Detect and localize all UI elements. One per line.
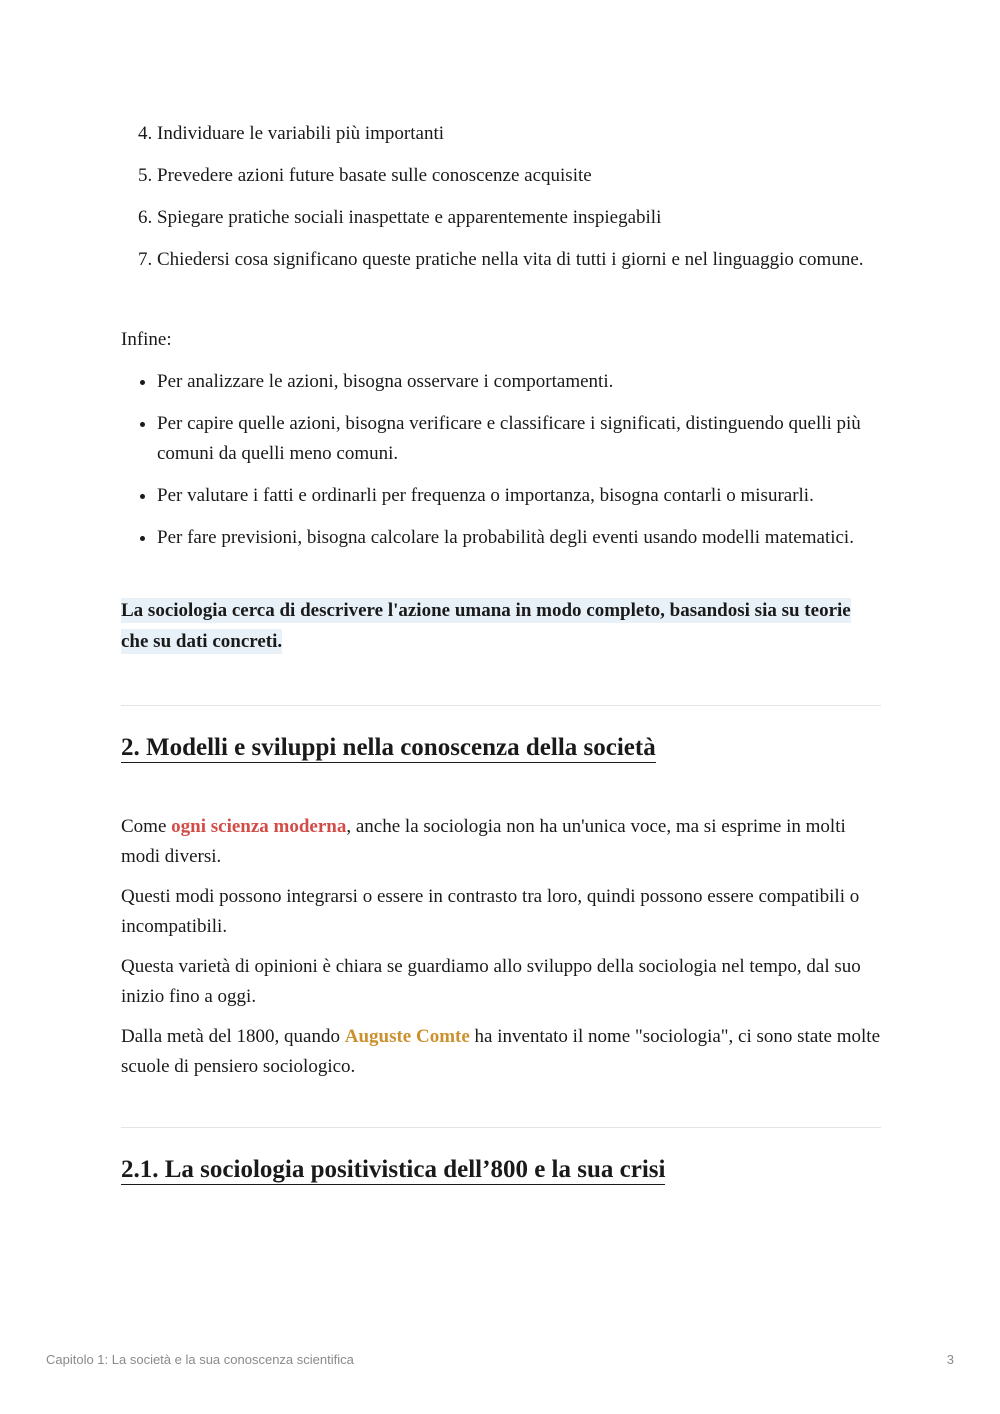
text-run: , anche la sociologia non ha un'unica voce, ma si esprime in molti modi diversi. (121, 816, 846, 867)
list-item: • Per fare previsioni, bisogna calcolare la probabilità degli eventi usando modelli matematici. (157, 523, 881, 553)
list-item: 4. Individuare le variabili più importanti (157, 119, 881, 149)
section-heading-text: 2. Modelli e sviluppi nella conoscenza della società (121, 734, 656, 761)
text-run: ha inventato il nome "sociologia", ci sono state molte scuole di pensiero sociologico. (121, 1026, 881, 1077)
paragraph (121, 812, 881, 872)
numbered-list (121, 119, 881, 275)
list-item: • Per analizzare le azioni, bisogna osservare i comportamenti. (157, 367, 881, 397)
text-run: Come (121, 816, 172, 837)
page-footer (46, 1352, 954, 1367)
highlighted-term: ogni scienza moderna (171, 816, 347, 837)
page-number: 3 (946, 1352, 954, 1367)
paragraph: Questi modi possono integrarsi o essere in contrasto tra loro, quindi possono essere compatibili o incompatibili. (121, 886, 860, 937)
footer-chapter-title: Capitolo 1: La società e la sua conoscenza scientifica (46, 1352, 354, 1367)
highlighted-summary-text: La sociologia cerca di descrivere l'azione umana in modo completo, basandosi sia su teorie che su dati concreti. (121, 600, 851, 652)
bullet-list (121, 367, 881, 553)
section-divider (121, 705, 881, 706)
list-item: • Per valutare i fatti e ordinarli per frequenza o importanza, bisogna contarli o misurarli. (157, 481, 881, 511)
list-item: • Per capire quelle azioni, bisogna verificare e classificare i significati, distinguendo quelli più comuni da quelli meno comuni. (157, 409, 881, 469)
section-divider (121, 1127, 881, 1128)
paragraph: Questa varietà di opinioni è chiara se guardiamo allo sviluppo della sociologia nel tempo, dal suo inizio fino a oggi. (121, 956, 861, 1007)
paragraph (121, 1022, 881, 1082)
text-run: Dalla metà del 1800, quando (121, 1026, 345, 1047)
section-heading (121, 732, 881, 764)
highlighted-summary (121, 595, 881, 657)
infine-label: Infine: (121, 329, 172, 350)
subsection-heading-text: 2.1. La sociologia positivistica dell’800 e la sua crisi (121, 1156, 666, 1183)
list-item: 7. Chiedersi cosa significano queste pratiche nella vita di tutti i giorni e nel linguaggio comune. (157, 245, 881, 275)
highlighted-name: Auguste Comte (344, 1026, 470, 1047)
page-content (121, 119, 881, 1186)
list-item: 6. Spiegare pratiche sociali inaspettate e apparentemente inspiegabili (157, 203, 881, 233)
subsection-heading (121, 1154, 881, 1186)
list-item: 5. Prevedere azioni future basate sulle conoscenze acquisite (157, 161, 881, 191)
